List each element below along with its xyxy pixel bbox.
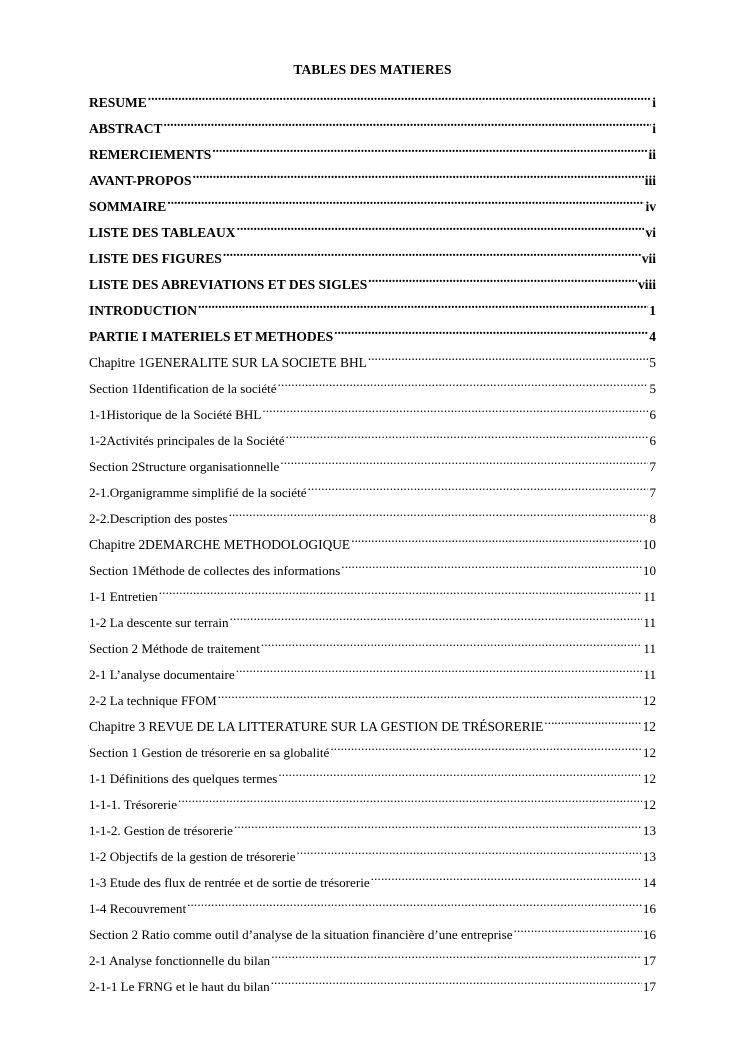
toc-entry-label: RESUME [89,95,147,110]
toc-entry-label: 1-2 Objectifs de la gestion de trésorerie [89,849,296,864]
toc-entry-page: 14 [642,875,656,890]
toc-entry-label: 2-2.Description des postes [89,511,228,526]
toc-entry-page: 8 [649,511,656,526]
dot-leader [236,657,643,679]
toc-entry-label: 1-3 Etude des flux de rentrée et de sortie de trésorerie [89,875,370,890]
toc-entry-page: 11 [643,615,656,630]
toc-entry-page: 16 [642,927,656,942]
toc-entry-page: 10 [642,563,656,578]
dot-leader [234,813,642,835]
toc-entry[interactable] [89,579,656,605]
toc-entry[interactable] [89,657,656,683]
dot-leader [212,137,647,159]
toc-entry-label: Chapitre 1GENERALITE SUR LA SOCIETE BHL [89,355,367,370]
toc-entry-label: Chapitre 3 REVUE DE LA LITTERATURE SUR LA GESTION DE TRÉSORERIE [89,719,544,734]
toc-entry-label: AVANT-PROPOS [89,173,192,188]
dot-leader [167,189,644,211]
toc-entry-label: 1-1 Définitions des quelques termes [89,771,278,786]
toc-entry-page: 10 [642,537,656,552]
toc-entry[interactable] [89,189,656,215]
toc-entry-page: 12 [642,719,656,734]
dot-leader [278,371,649,393]
toc-entry-label: 2-2 La technique FFOM [89,693,217,708]
dot-leader [261,631,642,653]
dot-leader [514,917,642,939]
toc-entry-page: 13 [642,823,656,838]
dot-leader [371,865,642,887]
dot-leader [164,111,652,133]
dot-leader [280,449,648,471]
toc-entry[interactable] [89,371,656,397]
toc-entry-label: SOMMAIRE [89,199,167,214]
toc-entry-page: vi [645,225,656,240]
toc-entry[interactable] [89,293,656,319]
table-of-contents [89,85,656,995]
dot-leader [187,891,642,913]
dot-leader [544,709,641,731]
toc-entry[interactable] [89,319,656,345]
toc-entry-page: 11 [643,589,656,604]
dot-leader [368,267,637,289]
toc-entry-page: 6 [649,407,656,422]
toc-entry-page: 16 [642,901,656,916]
toc-entry-label: REMERCIEMENTS [89,147,212,162]
toc-entry-page: 12 [642,693,656,708]
toc-entry[interactable] [89,527,656,553]
toc-entry-page: viii [637,277,656,292]
toc-entry-page: 13 [642,849,656,864]
toc-entry[interactable] [89,397,656,423]
toc-entry-label: Section 2 Ratio comme outil d’analyse de la situation financière d’une entreprise [89,927,513,942]
toc-entry[interactable] [89,605,656,631]
toc-entry-label: 1-1 Entretien [89,589,158,604]
toc-entry[interactable] [89,137,656,163]
toc-entry[interactable] [89,345,656,371]
dot-leader [334,319,648,341]
toc-entry-label: Section 2 Méthode de traitement [89,641,260,656]
toc-entry[interactable] [89,501,656,527]
toc-entry[interactable] [89,943,656,969]
toc-entry[interactable] [89,475,656,501]
toc-entry[interactable] [89,553,656,579]
toc-entry-page: 5 [649,381,656,396]
dot-leader [330,735,642,757]
toc-entry-label: INTRODUCTION [89,303,198,318]
dot-leader [271,943,642,965]
toc-entry-label: 1-4 Recouvrement [89,901,187,916]
toc-entry-page: 5 [649,355,656,370]
dot-leader [237,215,645,237]
toc-entry-page: 11 [643,667,656,682]
toc-entry[interactable] [89,891,656,917]
toc-entry-label: ABSTRACT [89,121,163,136]
toc-entry-label: 2-1 L’analyse documentaire [89,667,235,682]
toc-entry-page: 12 [642,797,656,812]
toc-entry[interactable] [89,709,656,735]
toc-entry-page: i [652,121,656,136]
toc-entry-page: 11 [643,641,656,656]
toc-entry-label: 1-1-2. Gestion de trésorerie [89,823,233,838]
toc-entry-label: Section 1Identification de la société [89,381,277,396]
toc-entry-page: 1 [649,303,656,318]
dot-leader [308,475,649,497]
dot-leader [271,969,642,991]
toc-entry[interactable] [89,215,656,241]
dot-leader [223,241,641,263]
toc-entry-label: LISTE DES FIGURES [89,251,222,266]
toc-entry-page: vii [641,251,656,266]
toc-entry[interactable] [89,267,656,293]
toc-entry[interactable] [89,969,656,995]
toc-entry-label: Section 1Méthode de collectes des informations [89,563,341,578]
dot-leader [286,423,649,445]
toc-entry[interactable] [89,917,656,943]
dot-leader [159,579,643,601]
toc-entry[interactable] [89,865,656,891]
toc-entry[interactable] [89,163,656,189]
toc-entry[interactable] [89,839,656,865]
dot-leader [368,345,648,367]
toc-entry-page: 6 [649,433,656,448]
toc-entry-label: 1-2Activités principales de la Société [89,433,285,448]
dot-leader [193,163,644,185]
toc-entry[interactable] [89,787,656,813]
toc-entry-page: ii [648,147,656,162]
dot-leader [198,293,648,315]
toc-entry-page: i [652,95,656,110]
toc-entry[interactable] [89,683,656,709]
dot-leader [278,761,642,783]
toc-entry-label: Section 2Structure organisationnelle [89,459,280,474]
toc-title: TABLES DES MATIERES [293,62,452,77]
dot-leader [218,683,642,705]
dot-leader [351,527,642,549]
toc-entry-page: iii [644,173,656,188]
toc-entry-page: 12 [642,745,656,760]
toc-entry[interactable] [89,423,656,449]
toc-entry-page: 7 [649,459,656,474]
toc-entry[interactable] [89,85,656,111]
toc-entry[interactable] [89,111,656,137]
toc-entry[interactable] [89,761,656,787]
toc-entry-page: 17 [642,953,656,968]
dot-leader [229,501,649,523]
toc-entry-label: Section 1 Gestion de trésorerie en sa globalité [89,745,330,760]
toc-entry-label: LISTE DES TABLEAUX [89,225,236,240]
toc-entry-label: PARTIE I MATERIELS ET METHODES [89,329,334,344]
toc-entry-label: 2-1.Organigramme simplifié de la société [89,485,307,500]
dot-leader [341,553,642,575]
dot-leader [178,787,642,809]
dot-leader [262,397,648,419]
toc-entry-label: 2-1-1 Le FRNG et le haut du bilan [89,979,270,994]
toc-entry-label: Chapitre 2DEMARCHE METHODOLOGIQUE [89,537,351,552]
toc-entry-page: iv [645,199,656,214]
toc-entry-page: 7 [649,485,656,500]
toc-entry-label: LISTE DES ABREVIATIONS ET DES SIGLES [89,277,368,292]
toc-entry-page: 17 [642,979,656,994]
toc-entry-page: 12 [642,771,656,786]
dot-leader [148,85,651,107]
toc-entry-label: 2-1 Analyse fonctionnelle du bilan [89,953,271,968]
toc-entry[interactable] [89,449,656,475]
toc-entry[interactable] [89,631,656,657]
toc-entry-label: 1-1Historique de la Société BHL [89,407,262,422]
toc-entry-label: 1-2 La descente sur terrain [89,615,229,630]
toc-entry[interactable] [89,735,656,761]
toc-entry[interactable] [89,241,656,267]
toc-entry-page: 4 [649,329,656,344]
toc-entry[interactable] [89,813,656,839]
toc-entry-label: 1-1-1. Trésorerie [89,797,178,812]
dot-leader [230,605,643,627]
dot-leader [297,839,642,861]
